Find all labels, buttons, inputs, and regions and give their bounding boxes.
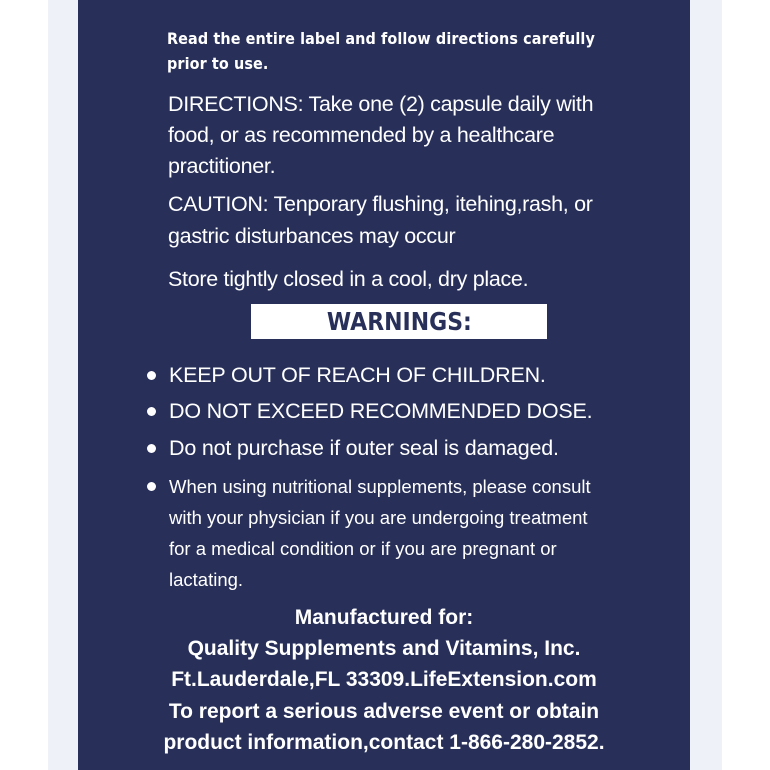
manufacturer-line: product information,contact 1-866-280-2852. [163, 731, 605, 754]
directions-line: DIRECTIONS: Take one (2) capsule daily with [168, 92, 594, 116]
bullet-icon [147, 444, 156, 453]
intro-line: prior to use. [167, 54, 269, 73]
storage-line: Store tightly closed in a cool, dry place. [168, 267, 529, 291]
bullet-icon [147, 482, 156, 491]
manufacturer-line: Ft.Lauderdale,FL 33309.LifeExtension.com [171, 668, 597, 691]
manufacturer-line: Quality Supplements and Vitamins, Inc. [187, 637, 581, 660]
warning-item: Do not purchase if outer seal is damaged. [169, 436, 559, 460]
left-edge-strip [48, 0, 78, 770]
warning-item: lactating. [169, 569, 244, 590]
manufacturer-line: To report a serious adverse event or obtain [168, 700, 600, 723]
warnings-heading-box [251, 304, 547, 339]
label-panel [78, 0, 690, 770]
bullet-icon [147, 371, 156, 380]
intro-line: Read the entire label and follow directions carefully [167, 29, 595, 48]
caution-line: gastric disturbances may occur [168, 224, 456, 248]
warning-item: DO NOT EXCEED RECOMMENDED DOSE. [169, 399, 593, 423]
bullet-icon [147, 407, 156, 416]
warnings-heading: WARNINGS: [326, 307, 472, 336]
caution-line: CAUTION: Tenporary flushing, itehing,rash, or [168, 192, 593, 216]
directions-line: food, or as recommended by a healthcare [168, 123, 555, 147]
warning-item: KEEP OUT OF REACH OF CHILDREN. [169, 363, 546, 387]
warning-item: with your physician if you are undergoing treatment [169, 507, 588, 528]
right-edge-strip [690, 0, 722, 770]
warning-item: for a medical condition or if you are pregnant or [169, 538, 557, 559]
manufacturer-line: Manufactured for: [294, 606, 474, 629]
directions-line: practitioner. [168, 154, 276, 178]
warning-item: When using nutritional supplements, please consult [169, 476, 591, 497]
